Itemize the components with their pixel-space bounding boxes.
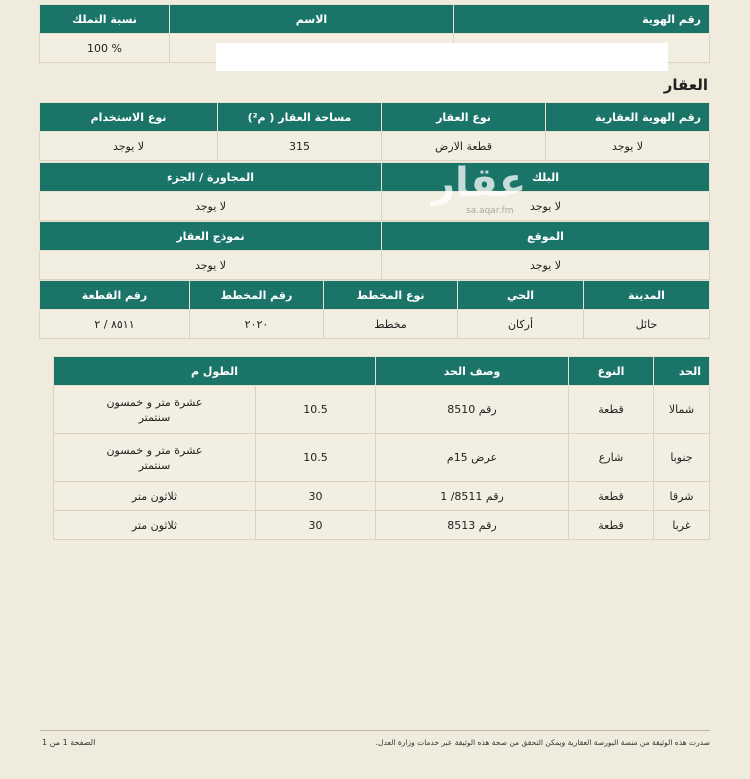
footer-verification-note: صدرت هذه الوثيقة من منصة البورصة العقارية ويمكن التحقق من صحة هذه الوثيقة عبر خدمات وزارة العدل.	[375, 738, 710, 747]
header-usage-type: نوع الاستخدام	[40, 103, 218, 132]
boundary-length: 30	[256, 482, 376, 511]
header-plan-number: رقم المخطط	[190, 281, 324, 310]
header-property-area: مساحة العقار ( م²)	[218, 103, 382, 132]
header-length: الطول م	[53, 357, 375, 386]
block-value: لا يوجد	[382, 192, 710, 221]
boundary-desc: رقم 8511/ 1	[376, 482, 569, 511]
header-property-type: نوع العقار	[382, 103, 546, 132]
district-value: أركان	[458, 310, 584, 339]
block-table	[39, 162, 710, 221]
footer-page-number: الصفحة 1 من 1	[42, 738, 96, 747]
plan-type-value: مخطط	[324, 310, 458, 339]
header-plot-number: رقم القطعة	[40, 281, 190, 310]
header-ownership: نسبة التملك	[40, 5, 170, 34]
property-id-value: لا يوجد	[546, 132, 710, 161]
boundary-desc: رقم 8513	[376, 511, 569, 540]
property-table	[39, 102, 710, 161]
boundaries-table	[53, 356, 710, 540]
property-area-value: 315	[218, 132, 382, 161]
plan-number-value: ٢٠٢٠	[190, 310, 324, 339]
header-block: البلك	[382, 163, 710, 192]
usage-type-value: لا يوجد	[40, 132, 218, 161]
boundary-side: شمالا	[654, 386, 710, 434]
city-value: حائل	[584, 310, 710, 339]
boundary-type: شارع	[569, 434, 654, 482]
boundary-desc: عرض 15م	[376, 434, 569, 482]
header-location: الموقع	[382, 222, 710, 251]
boundary-length-text: ثلاثون متر	[53, 482, 255, 511]
header-property-model: نموذج العقار	[40, 222, 382, 251]
ownership-value: 100 %	[40, 34, 170, 63]
header-plan-type: نوع المخطط	[324, 281, 458, 310]
boundary-type: قطعة	[569, 386, 654, 434]
header-city: المدينة	[584, 281, 710, 310]
redacted-owner-info	[216, 43, 668, 71]
header-side: الحد	[654, 357, 710, 386]
boundary-length: 10.5	[256, 386, 376, 434]
boundary-length-text: عشرة متر و خمسون سنتمتر	[53, 386, 255, 434]
header-property-id: رقم الهوية العقارية	[546, 103, 710, 132]
boundary-side: شرقا	[654, 482, 710, 511]
header-name: الاسم	[170, 5, 454, 34]
boundary-side: جنوبا	[654, 434, 710, 482]
header-type: النوع	[569, 357, 654, 386]
boundary-length: 10.5	[256, 434, 376, 482]
header-neighborhood-part: المجاورة / الجزء	[40, 163, 382, 192]
boundary-length: 30	[256, 511, 376, 540]
location-table	[39, 221, 710, 280]
boundary-type: قطعة	[569, 511, 654, 540]
property-type-value: قطعة الارض	[382, 132, 546, 161]
aqar-watermark-logo: عقار	[432, 160, 527, 206]
boundary-length-text: عشرة متر و خمسون سنتمتر	[53, 434, 255, 482]
plan-table	[39, 280, 710, 339]
footer-divider	[40, 730, 710, 731]
plot-number-value: ٨٥١١ / ٢	[40, 310, 190, 339]
boundary-side: غربا	[654, 511, 710, 540]
header-boundary-desc: وصف الحد	[376, 357, 569, 386]
header-id-number: رقم الهوية	[454, 5, 710, 34]
boundary-length-text: ثلاثون متر	[53, 511, 255, 540]
property-section-title: العقار	[663, 76, 708, 94]
boundary-type: قطعة	[569, 482, 654, 511]
boundary-desc: رقم 8510	[376, 386, 569, 434]
location-value: لا يوجد	[382, 251, 710, 280]
aqar-watermark-site: sa.aqar.fm	[466, 206, 514, 216]
property-model-value: لا يوجد	[40, 251, 382, 280]
neighborhood-part-value: لا يوجد	[40, 192, 382, 221]
header-district: الحي	[458, 281, 584, 310]
